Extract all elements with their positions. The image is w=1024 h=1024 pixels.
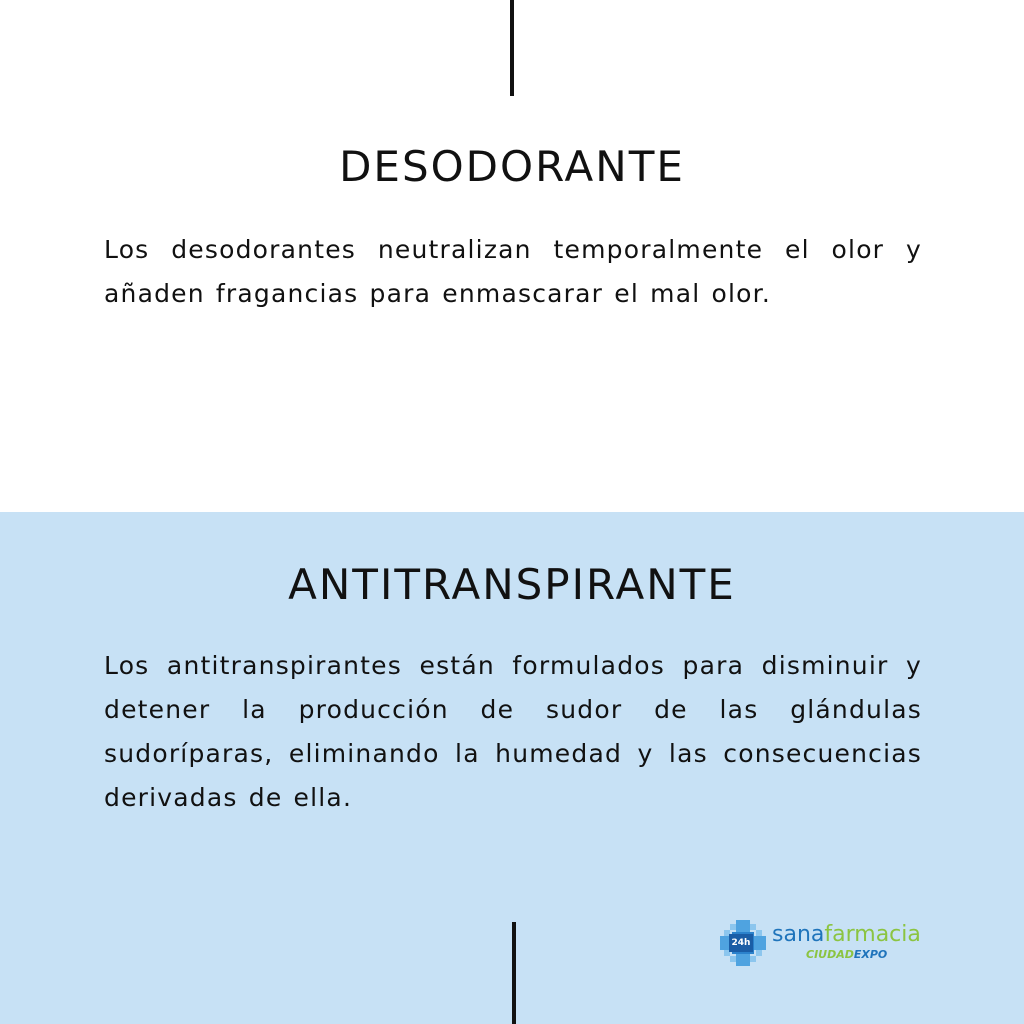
logo-name-farmacia: farmacia (824, 922, 921, 947)
logo-subtitle (806, 948, 887, 961)
deodorant-heading: DESODORANTE (339, 142, 685, 191)
logo-name-sana: sana (772, 922, 825, 947)
sanafarmacia-logo (720, 920, 930, 968)
logo-sub-ciudad: CIUDAD (806, 948, 854, 961)
logo-sub-expo: EXPO (853, 948, 888, 961)
deodorant-description: Los desodorantes neutralizan temporalmente el olor y añaden fragancias para enmascarar el mal olor. (104, 235, 922, 308)
antiperspirant-description: Los antitranspirantes están formulados para disminuir y detener la producción de sudor de las glándulas sudoríparas, eliminando la humedad y las consecuencias derivadas de ella. (104, 651, 922, 812)
antiperspirant-heading: ANTITRANSPIRANTE (288, 560, 736, 609)
logo-24h-badge: 24h (729, 934, 753, 952)
logo-name (772, 922, 921, 948)
top-divider-line (510, 0, 514, 96)
bottom-divider-line (512, 922, 516, 1024)
